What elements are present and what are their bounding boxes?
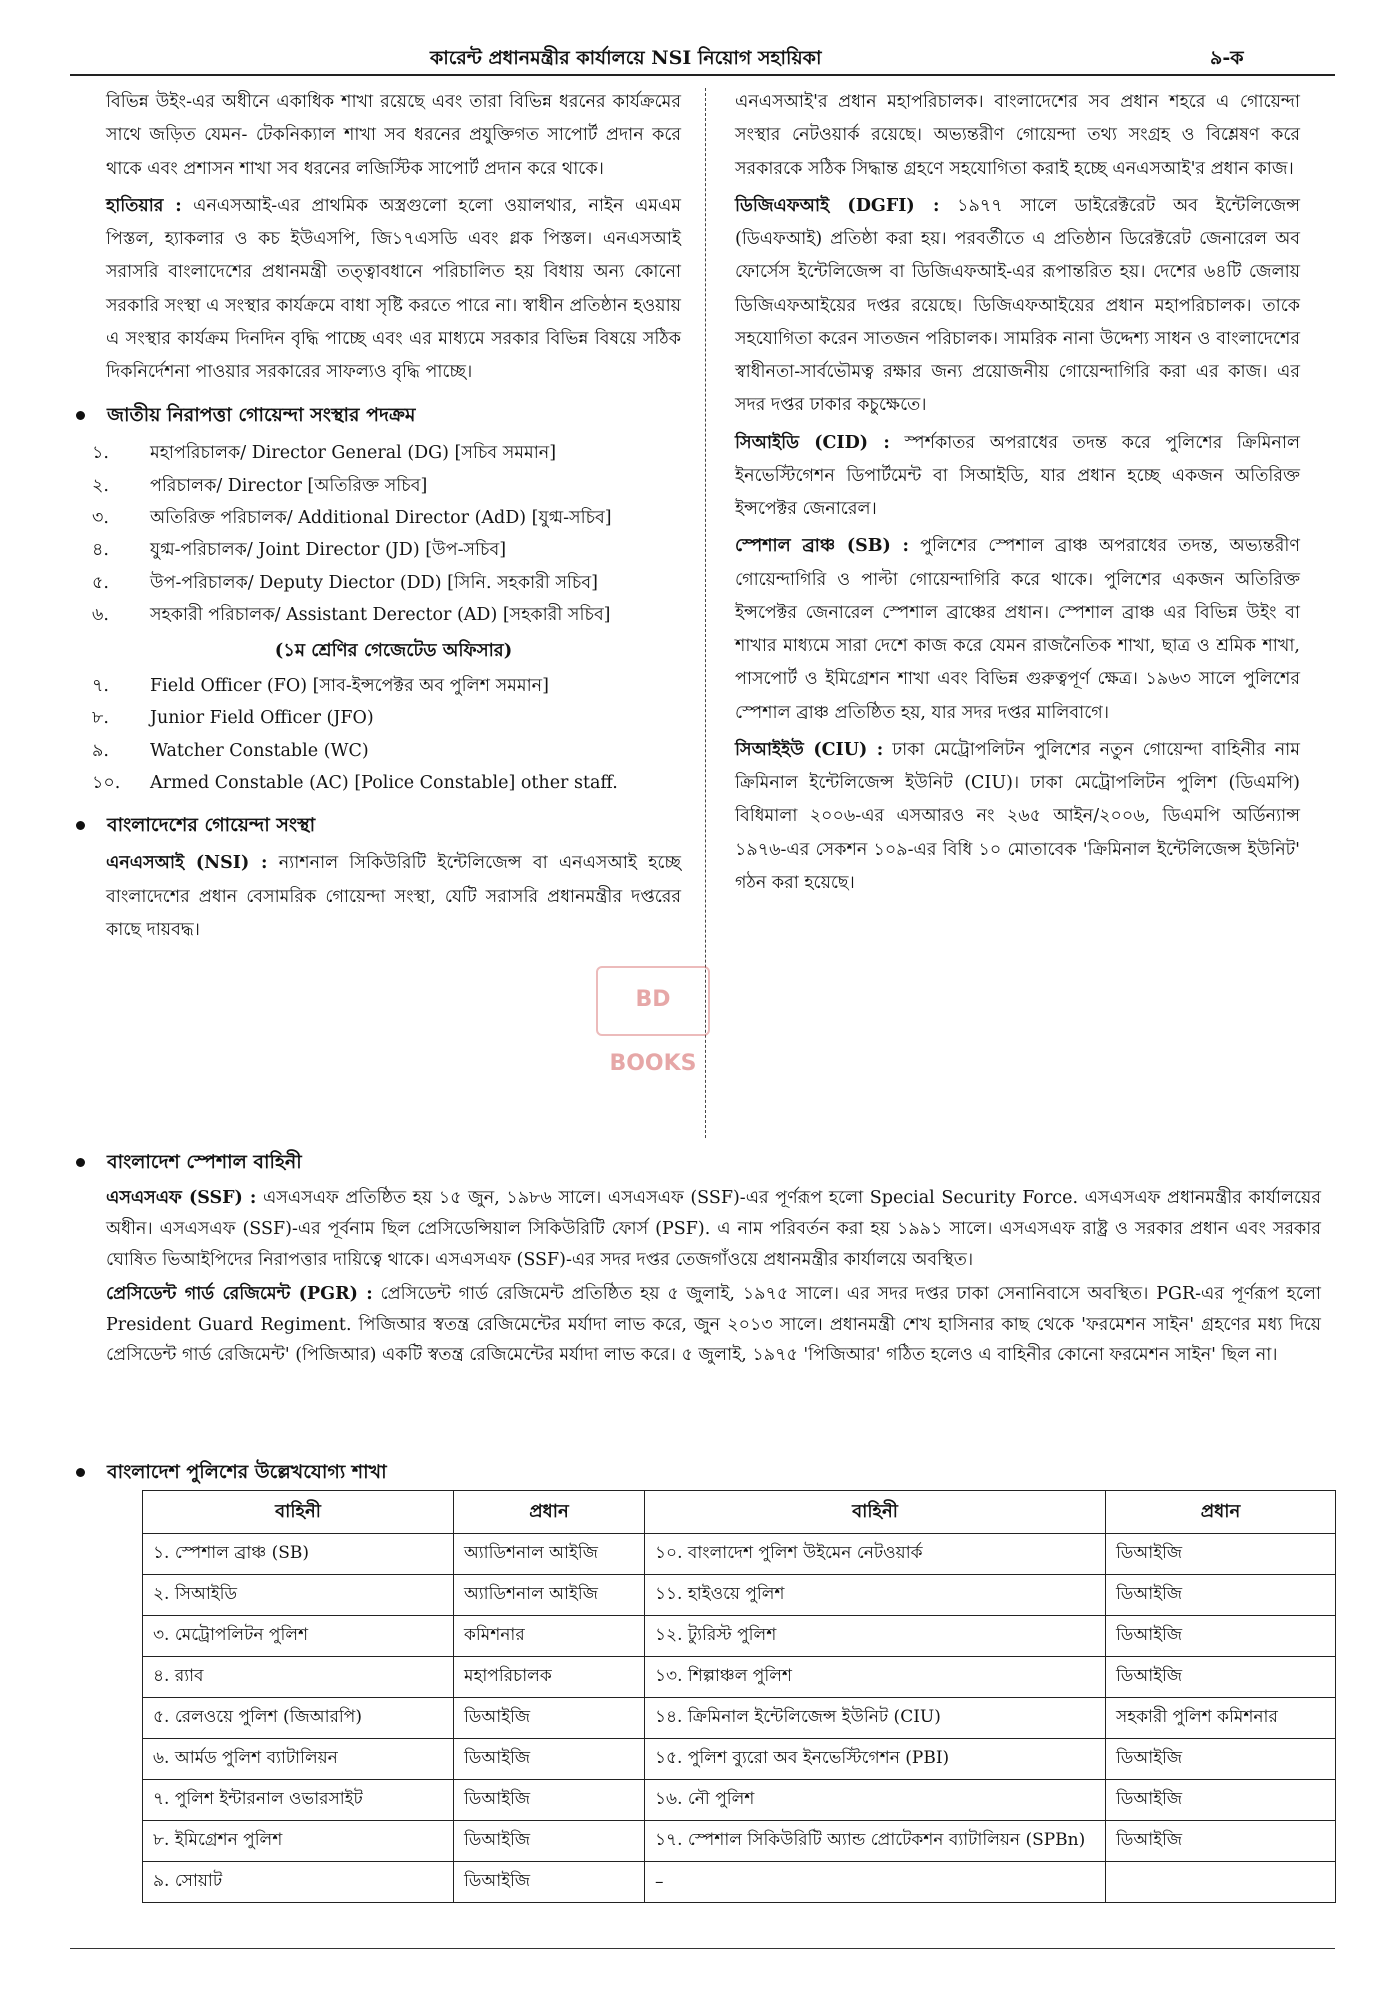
table-cell: ডিআইজি [454, 1821, 645, 1862]
dgfi-term: ডিজিএফআই (DGFI) : [735, 195, 940, 216]
list-item: ৮. Junior Field Officer (JFO) [92, 708, 374, 729]
pgr-paragraph [106, 1279, 1321, 1371]
weapons-paragraph [106, 190, 681, 390]
table-cell: ১১. হাইওয়ে পুলিশ [645, 1575, 1106, 1616]
table-cell: ১৭. স্পেশাল সিকিউরিটি অ্যান্ড প্রোটেকশন ব্যাটালিয়ন (SPBn) [645, 1821, 1106, 1862]
list-item: ১০. Armed Constable (AC) [Police Constable] other staff. [92, 772, 618, 793]
column-header: বাহিনী [645, 1491, 1106, 1534]
table-row [143, 1739, 1336, 1780]
police-branches-heading: বাংলাদেশ পুলিশের উল্লেখযোগ্য শাখা [76, 1456, 1321, 1489]
table-cell: ৫. রেলওয়ে পুলিশ (জিআরপি) [143, 1698, 454, 1739]
header-divider [70, 74, 1335, 76]
list-item: ৭. Field Officer (FO) [সাব-ইন্সপেক্টর অব পুলিশ সমমান] [92, 675, 549, 696]
ciu-term: সিআইইউ (CIU) : [735, 739, 884, 760]
footer-divider [70, 1948, 1335, 1949]
bullet-icon [76, 821, 85, 830]
table-cell: ডিআইজি [454, 1862, 645, 1903]
list-item: ৬. সহকারী পরিচালক/ Assistant Derector (AD) [সহকারী সচিব] [92, 605, 611, 626]
special-forces-section [106, 1138, 1321, 1375]
table-cell: কমিশনার [454, 1616, 645, 1657]
gazetted-note: (১ম শ্রেণির গেজেটেড অফিসার) [274, 639, 513, 661]
column-header: বাহিনী [143, 1491, 454, 1534]
page-header [0, 36, 1375, 80]
table-cell: অ্যাডিশনাল আইজি [454, 1534, 645, 1575]
table-cell: ৭. পুলিশ ইন্টারনাল ওভারসাইট [143, 1780, 454, 1821]
table-row [143, 1657, 1336, 1698]
watermark-logo: BD BOOKS [596, 966, 710, 1036]
ssf-text: এসএসএফ প্রতিষ্ঠিত হয় ১৫ জুন, ১৯৮৬ সালে। এসএসএফ (SSF)-এর পূর্ণরূপ হলো Special Security Force. এসএসএফ প্রধানমন্ত্রীর কার্যালয়ের অধীন। এসএসএফ (SSF)-এর পূর্বনাম ছিল প্রেসিডেন্সিয়াল সিকিউরিটি ফোর্স (PSF). এ নাম পরিবর্তন করা হয় ১৯৯১ সালে। এসএসএফ রাষ্ট্র ও সরকার প্রধান এবং সরকার ঘোষিত ভিআইপিদের নিরাপত্তার দায়িত্বে থাকে। এসএসএফ (SSF)-এর সদর দপ্তর তেজগাঁওয়ে প্রধানমন্ত্রীর কার্যালয়ে অবস্থিত। [106, 1188, 1321, 1270]
agencies-heading: বাংলাদেশের গোয়েন্দা সংস্থা [76, 807, 681, 843]
list-item: ১. মহাপরিচালক/ Director General (DG) [সচিব সমমান] [92, 443, 557, 464]
right-column [735, 86, 1300, 904]
table-cell: – [645, 1862, 1106, 1903]
wings-paragraph: বিভিন্ন উইং-এর অধীনে একাধিক শাখা রয়েছে এবং তারা বিভিন্ন ধরনের কার্যক্রমের সাথে জড়িত যেমন- টেকনিক্যাল শাখা সব ধরনের প্রযুক্তিগত সাপোর্ট প্রদান করে থাকে এবং প্রশাসন শাখা সব ধরনের লজিস্টিক সাপোর্ট প্রদান করে থাকে। [106, 92, 681, 179]
table-row [143, 1534, 1336, 1575]
table-cell: ২. সিআইডি [143, 1575, 454, 1616]
ssf-paragraph [106, 1183, 1321, 1275]
nsi-term: এনএসআই (NSI) : [106, 853, 268, 874]
table-cell: ডিআইজি [1106, 1780, 1336, 1821]
table-cell: ডিআইজি [1106, 1616, 1336, 1657]
table-cell: ডিআইজি [1106, 1575, 1336, 1616]
sb-paragraph [735, 530, 1300, 730]
pgr-term: প্রেসিডেন্ট গার্ড রেজিমেন্ট (PGR) : [106, 1284, 373, 1305]
dgfi-paragraph [735, 190, 1300, 423]
table-cell: ৯. সোয়াট [143, 1862, 454, 1903]
table-cell: মহাপরিচালক [454, 1657, 645, 1698]
table-cell: ১৪. ক্রিমিনাল ইন্টেলিজেন্স ইউনিট (CIU) [645, 1698, 1106, 1739]
cid-paragraph [735, 427, 1300, 527]
ranks-list-staff [92, 670, 681, 800]
table-row [143, 1698, 1336, 1739]
table-cell: ৩. মেট্রোপলিটন পুলিশ [143, 1616, 454, 1657]
ranks-list [92, 437, 681, 631]
table-cell: সহকারী পুলিশ কমিশনার [1106, 1698, 1336, 1739]
table-cell: ১০. বাংলাদেশ পুলিশ উইমেন নেটওয়ার্ক [645, 1534, 1106, 1575]
column-header: প্রধান [1106, 1491, 1336, 1534]
ranks-heading: জাতীয় নিরাপত্তা গোয়েন্দা সংস্থার পদক্রম [76, 397, 681, 433]
nsi-head-paragraph: এনএসআই'র প্রধান মহাপরিচালক। বাংলাদেশের সব প্রধান শহরে এ গোয়েন্দা সংস্থার নেটওয়ার্ক রয়েছে। অভ্যন্তরীণ গোয়েন্দা তথ্য সংগ্রহ ও বিশ্লেষণ করে সরকারকে সঠিক সিদ্ধান্ত গ্রহণে সহযোগিতা করাই হচ্ছে এনএসআই'র প্রধান কাজ। [735, 92, 1300, 179]
table-header-row [143, 1491, 1336, 1534]
table-cell: ডিআইজি [454, 1780, 645, 1821]
column-header: প্রধান [454, 1491, 645, 1534]
nsi-text: ন্যাশনাল সিকিউরিটি ইন্টেলিজেন্স বা এনএসআই হচ্ছে বাংলাদেশের প্রধান বেসামরিক গোয়েন্দা সংস্থা, যেটি সরাসরি প্রধানমন্ত্রীর দপ্তরের কাছে দায়বদ্ধ। [106, 853, 681, 940]
table-cell: ৮. ইমিগ্রেশন পুলিশ [143, 1821, 454, 1862]
sb-term: স্পেশাল ব্রাঞ্চ (SB) : [735, 536, 909, 557]
table-cell: ডিআইজি [1106, 1534, 1336, 1575]
list-item: ৩. অতিরিক্ত পরিচালক/ Additional Director (AdD) [যুগ্ম-সচিব] [92, 508, 612, 529]
table-cell: ডিআইজি [454, 1698, 645, 1739]
table-cell: ১২. ট্যুরিস্ট পুলিশ [645, 1616, 1106, 1657]
table-row [143, 1616, 1336, 1657]
police-branches-section [106, 1448, 1321, 1493]
special-forces-heading: বাংলাদেশ স্পেশাল বাহিনী [76, 1146, 1321, 1179]
pgr-text: প্রেসিডেন্ট গার্ড রেজিমেন্ট প্রতিষ্ঠিত হয় ৫ জুলাই, ১৯৭৫ সালে। এর সদর দপ্তর ঢাকা সেনানিবাসে অবস্থিত। PGR-এর পূর্ণরূপ হলো President Guard Regiment. পিজিআর স্বতন্ত্র রেজিমেন্টের মর্যাদা লাভ করে, জুন ২০১৩ সালে। প্রধানমন্ত্রী শেখ হাসিনার কাছ থেকে 'ফরমেশন সাইন' গ্রহণের মধ্য দিয়ে প্রেসিডেন্ট গার্ড রেজিমেন্ট' (পিজিআর) একটি স্বতন্ত্র রেজিমেন্টের মর্যাদা লাভ করে। ৫ জুলাই, ১৯৭৫ 'পিজিআর' গঠিত হলেও এ বাহিনীর কোনো ফরমেশন সাইন' ছিল না। [106, 1284, 1321, 1366]
table-cell: ডিআইজি [1106, 1657, 1336, 1698]
table-cell: ১৫. পুলিশ ব্যুরো অব ইনভেস্টিগেশন (PBI) [645, 1739, 1106, 1780]
bullet-icon [76, 1158, 85, 1167]
police-branches-table [142, 1490, 1336, 1903]
table-cell: ডিআইজি [454, 1739, 645, 1780]
list-item: ৪. যুগ্ম-পরিচালক/ Joint Director (JD) [উপ-সচিব] [92, 540, 507, 561]
cid-term: সিআইডি (CID) : [735, 432, 890, 453]
bullet-icon [76, 1468, 85, 1477]
table-row [143, 1780, 1336, 1821]
table-cell [1106, 1862, 1336, 1903]
cid-text: স্পর্শকাতর অপরাধের তদন্ত করে পুলিশের ক্রিমিনাল ইনভেস্টিগেশন ডিপার্টমেন্ট বা সিআইডি, যার প্রধান হচ্ছে একজন অতিরিক্ত ইন্সপেক্টর জেনারেল। [735, 432, 1300, 519]
table-cell: ১. স্পেশাল ব্রাঞ্চ (SB) [143, 1534, 454, 1575]
ciu-text: ঢাকা মেট্রোপলিটন পুলিশের নতুন গোয়েন্দা বাহিনীর নাম ক্রিমিনাল ইন্টেলিজেন্স ইউনিট (CIU)। ঢাকা মেট্রোপলিটন পুলিশ (ডিএমপি) বিধিমালা ২০০৬-এর এসআরও নং ২৬৫ আইন/২০০৬, ডিএমপি অর্ডিন্যান্স ১৯৭৬-এর সেকশন ১০৯-এর বিধি ১০ মোতাবেক 'ক্রিমিনাল ইন্টেলিজেন্স ইউনিট' গঠন করা হয়েছে। [735, 739, 1300, 893]
bullet-icon [76, 411, 85, 420]
ciu-paragraph [735, 734, 1300, 900]
table-row [143, 1821, 1336, 1862]
page-number: ৯-ক [1210, 47, 1244, 69]
table-cell: অ্যাডিশনাল আইজি [454, 1575, 645, 1616]
sb-text: পুলিশের স্পেশাল ব্রাঞ্চ অপরাধের তদন্ত, অভ্যন্তরীণ গোয়েন্দাগিরি ও পাল্টা গোয়েন্দাগিরি করে থাকে। পুলিশের একজন অতিরিক্ত ইন্সপেক্টর জেনারেল স্পেশাল ব্রাঞ্চের প্রধান। স্পেশাল ব্রাঞ্চ এর বিভিন্ন উইং বা শাখার মাধ্যমে সারা দেশে কাজ করে যেমন রাজনৈতিক শাখা, ছাত্র ও শ্রমিক শাখা, পাসপোর্ট ও ইমিগ্রেশন শাখা এবং বিভিন্ন গুরুত্বপূর্ণ ক্ষেত্র। ১৯৬৩ সালে পুলিশের স্পেশাল ব্রাঞ্চ প্রতিষ্ঠিত হয়, যার সদর দপ্তর মালিবাগে। [735, 536, 1300, 723]
table-cell: ৬. আর্মড পুলিশ ব্যাটালিয়ন [143, 1739, 454, 1780]
table-cell: ১৩. শিল্পাঞ্চল পুলিশ [645, 1657, 1106, 1698]
left-column [92, 86, 682, 951]
table-row [143, 1862, 1336, 1903]
table-cell: ৪. র‍্যাব [143, 1657, 454, 1698]
list-item: ৯. Watcher Constable (WC) [92, 740, 369, 761]
table-cell: ডিআইজি [1106, 1821, 1336, 1862]
ssf-term: এসএসএফ (SSF) : [106, 1188, 257, 1209]
list-item: ৫. উপ-পরিচালক/ Deputy Diector (DD) [সিনি. সহকারী সচিব] [92, 572, 598, 593]
table-cell: ১৬. নৌ পুলিশ [645, 1780, 1106, 1821]
page-title: কারেন্ট প্রধানমন্ত্রীর কার্যালয়ে NSI নিয়োগ সহায়িকা [430, 47, 822, 69]
dgfi-text: ১৯৭৭ সালে ডাইরেক্টরেট অব ইন্টেলিজেন্স (ডিএফআই) প্রতিষ্ঠা করা হয়। পরবর্তীতে এ প্রতিষ্ঠান ডিরেক্টরেট জেনারেল অব ফোর্সেস ইন্টেলিজেন্স বা ডিজিএফআই-এর রূপান্তরিত হয়। দেশের ৬৪টি জেলায় ডিজিএফআইয়ের দপ্তর রয়েছে। ডিজিএফআইয়ের প্রধান মহাপরিচালক। তাকে সহযোগিতা করেন সাতজন পরিচালক। সামরিক নানা উদ্দেশ্য সাধন ও বাংলাদেশের স্বাধীনতা-সার্বভৌমত্ব রক্ষার জন্য প্রয়োজনীয় গোয়েন্দাগিরি করা এর কাজ। এর সদর দপ্তর ঢাকার কচুক্ষেতে। [735, 195, 1300, 416]
weapons-text: এনএসআই-এর প্রাথমিক অস্ত্রগুলো হলো ওয়ালথার, নাইন এমএম পিস্তল, হ্যাকলার ও কচ ইউএসপি, জি১৭এসডি এবং গ্লক পিস্তল। এনএসআই সরাসরি বাংলাদেশের প্রধানমন্ত্রী তত্ত্বাবধানে পরিচালিত হয় বিধায় অন্য কোনো সরকারি সংস্থা এ সংস্থার কার্যক্রমে বাধা সৃষ্টি করতে পারে না। স্বাধীন প্রতিষ্ঠান হওয়ায় এ সংস্থার কার্যক্রম দিনদিন বৃদ্ধি পাচ্ছে এবং এর মাধ্যমে সরকার বিভিন্ন বিষয়ে সঠিক দিকনির্দেশনা পাওয়ার সরকারের সাফল্যও বৃদ্ধি পাচ্ছে। [106, 195, 682, 382]
list-item: ২. পরিচালক/ Director [অতিরিক্ত সচিব] [92, 475, 428, 496]
table-cell: ডিআইজি [1106, 1739, 1336, 1780]
nsi-paragraph [106, 847, 681, 947]
table-row [143, 1575, 1336, 1616]
weapons-term: হাতিয়ার : [106, 195, 182, 216]
